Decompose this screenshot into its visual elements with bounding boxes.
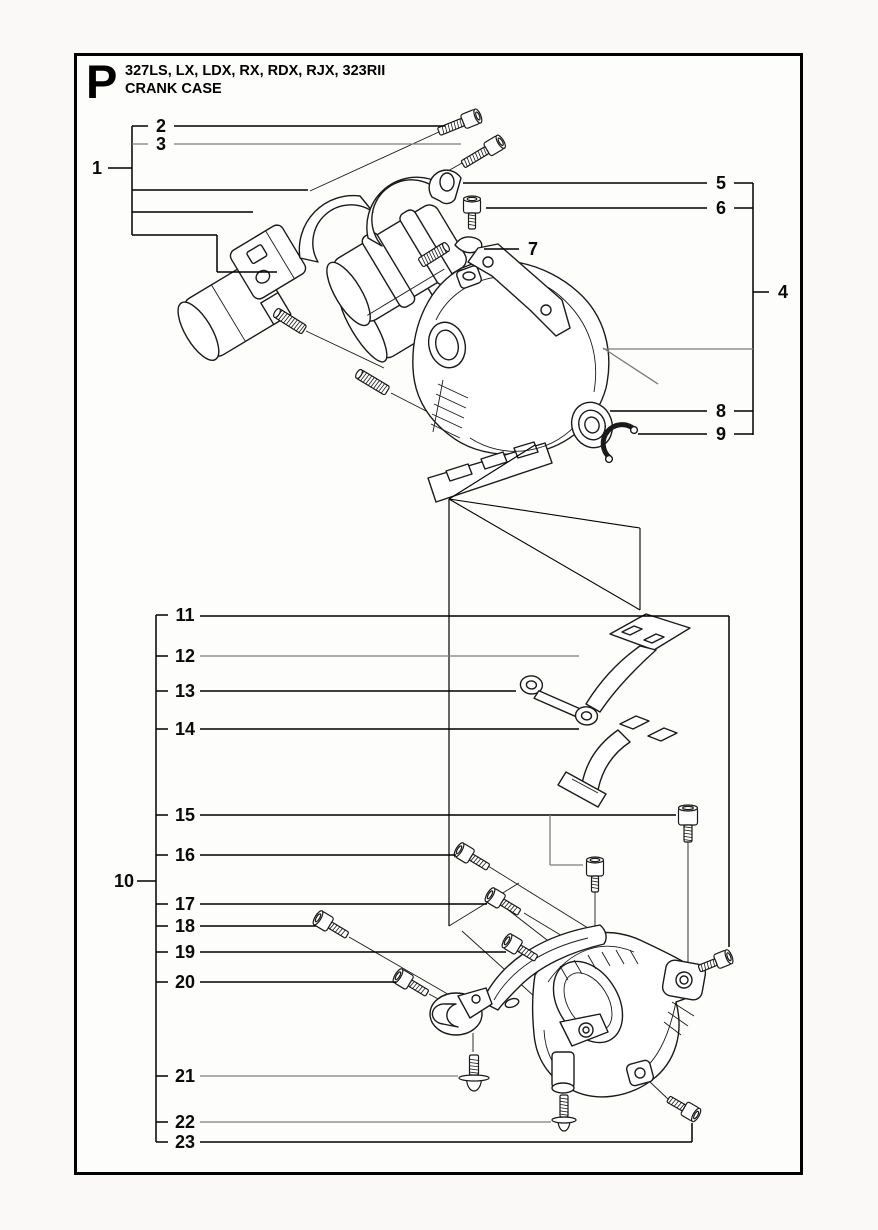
clamp-parts-group [517,614,690,807]
callout-13: 13 [174,681,196,701]
callout-12: 12 [174,646,196,666]
screw [311,909,351,942]
callout-9: 9 [715,424,727,444]
left-eye-lug [430,988,492,1035]
bottom-pillar [552,1052,574,1093]
callout-16: 16 [174,845,196,865]
callout-14: 14 [174,719,196,739]
flange-screw [552,1095,576,1131]
screw [679,805,698,842]
callout-2: 2 [155,116,167,136]
circlip [603,425,637,463]
screw [665,1093,703,1123]
callout-19: 19 [174,942,196,962]
clamp-ear [429,170,461,203]
callout-4: 4 [777,282,789,302]
callout-22: 22 [174,1112,196,1132]
model-list: 327LS, LX, LDX, RX, RDX, RJX, 323RII [125,63,386,79]
callout-21: 21 [174,1066,196,1086]
clamp-half-upper [586,646,656,712]
callout-3: 3 [155,134,167,154]
screw [483,886,523,919]
callout-17: 17 [174,894,196,914]
callout-18: 18 [174,916,196,936]
callout-1: 1 [91,158,103,178]
crankcase-half-upper [413,244,609,502]
screw [697,949,735,976]
callout-7: 7 [527,239,539,259]
callout-5: 5 [715,173,727,193]
callout-10: 10 [113,871,135,891]
upper-crankcase-assembly [170,170,637,502]
flange-screw [459,1055,489,1091]
screw [587,857,604,892]
callout-23: 23 [174,1132,196,1152]
screw [436,108,483,139]
screw [459,134,507,171]
callout-15: 15 [174,805,196,825]
callout-11: 11 [175,605,195,625]
callout-20: 20 [174,972,196,992]
screw [464,196,481,229]
page-title: CRANK CASE [125,81,222,97]
callout-6: 6 [715,198,727,218]
callout-8: 8 [715,401,727,421]
section-letter: P [86,55,117,108]
screw [452,841,492,874]
threaded-stud [354,368,390,396]
screw [391,967,431,1000]
